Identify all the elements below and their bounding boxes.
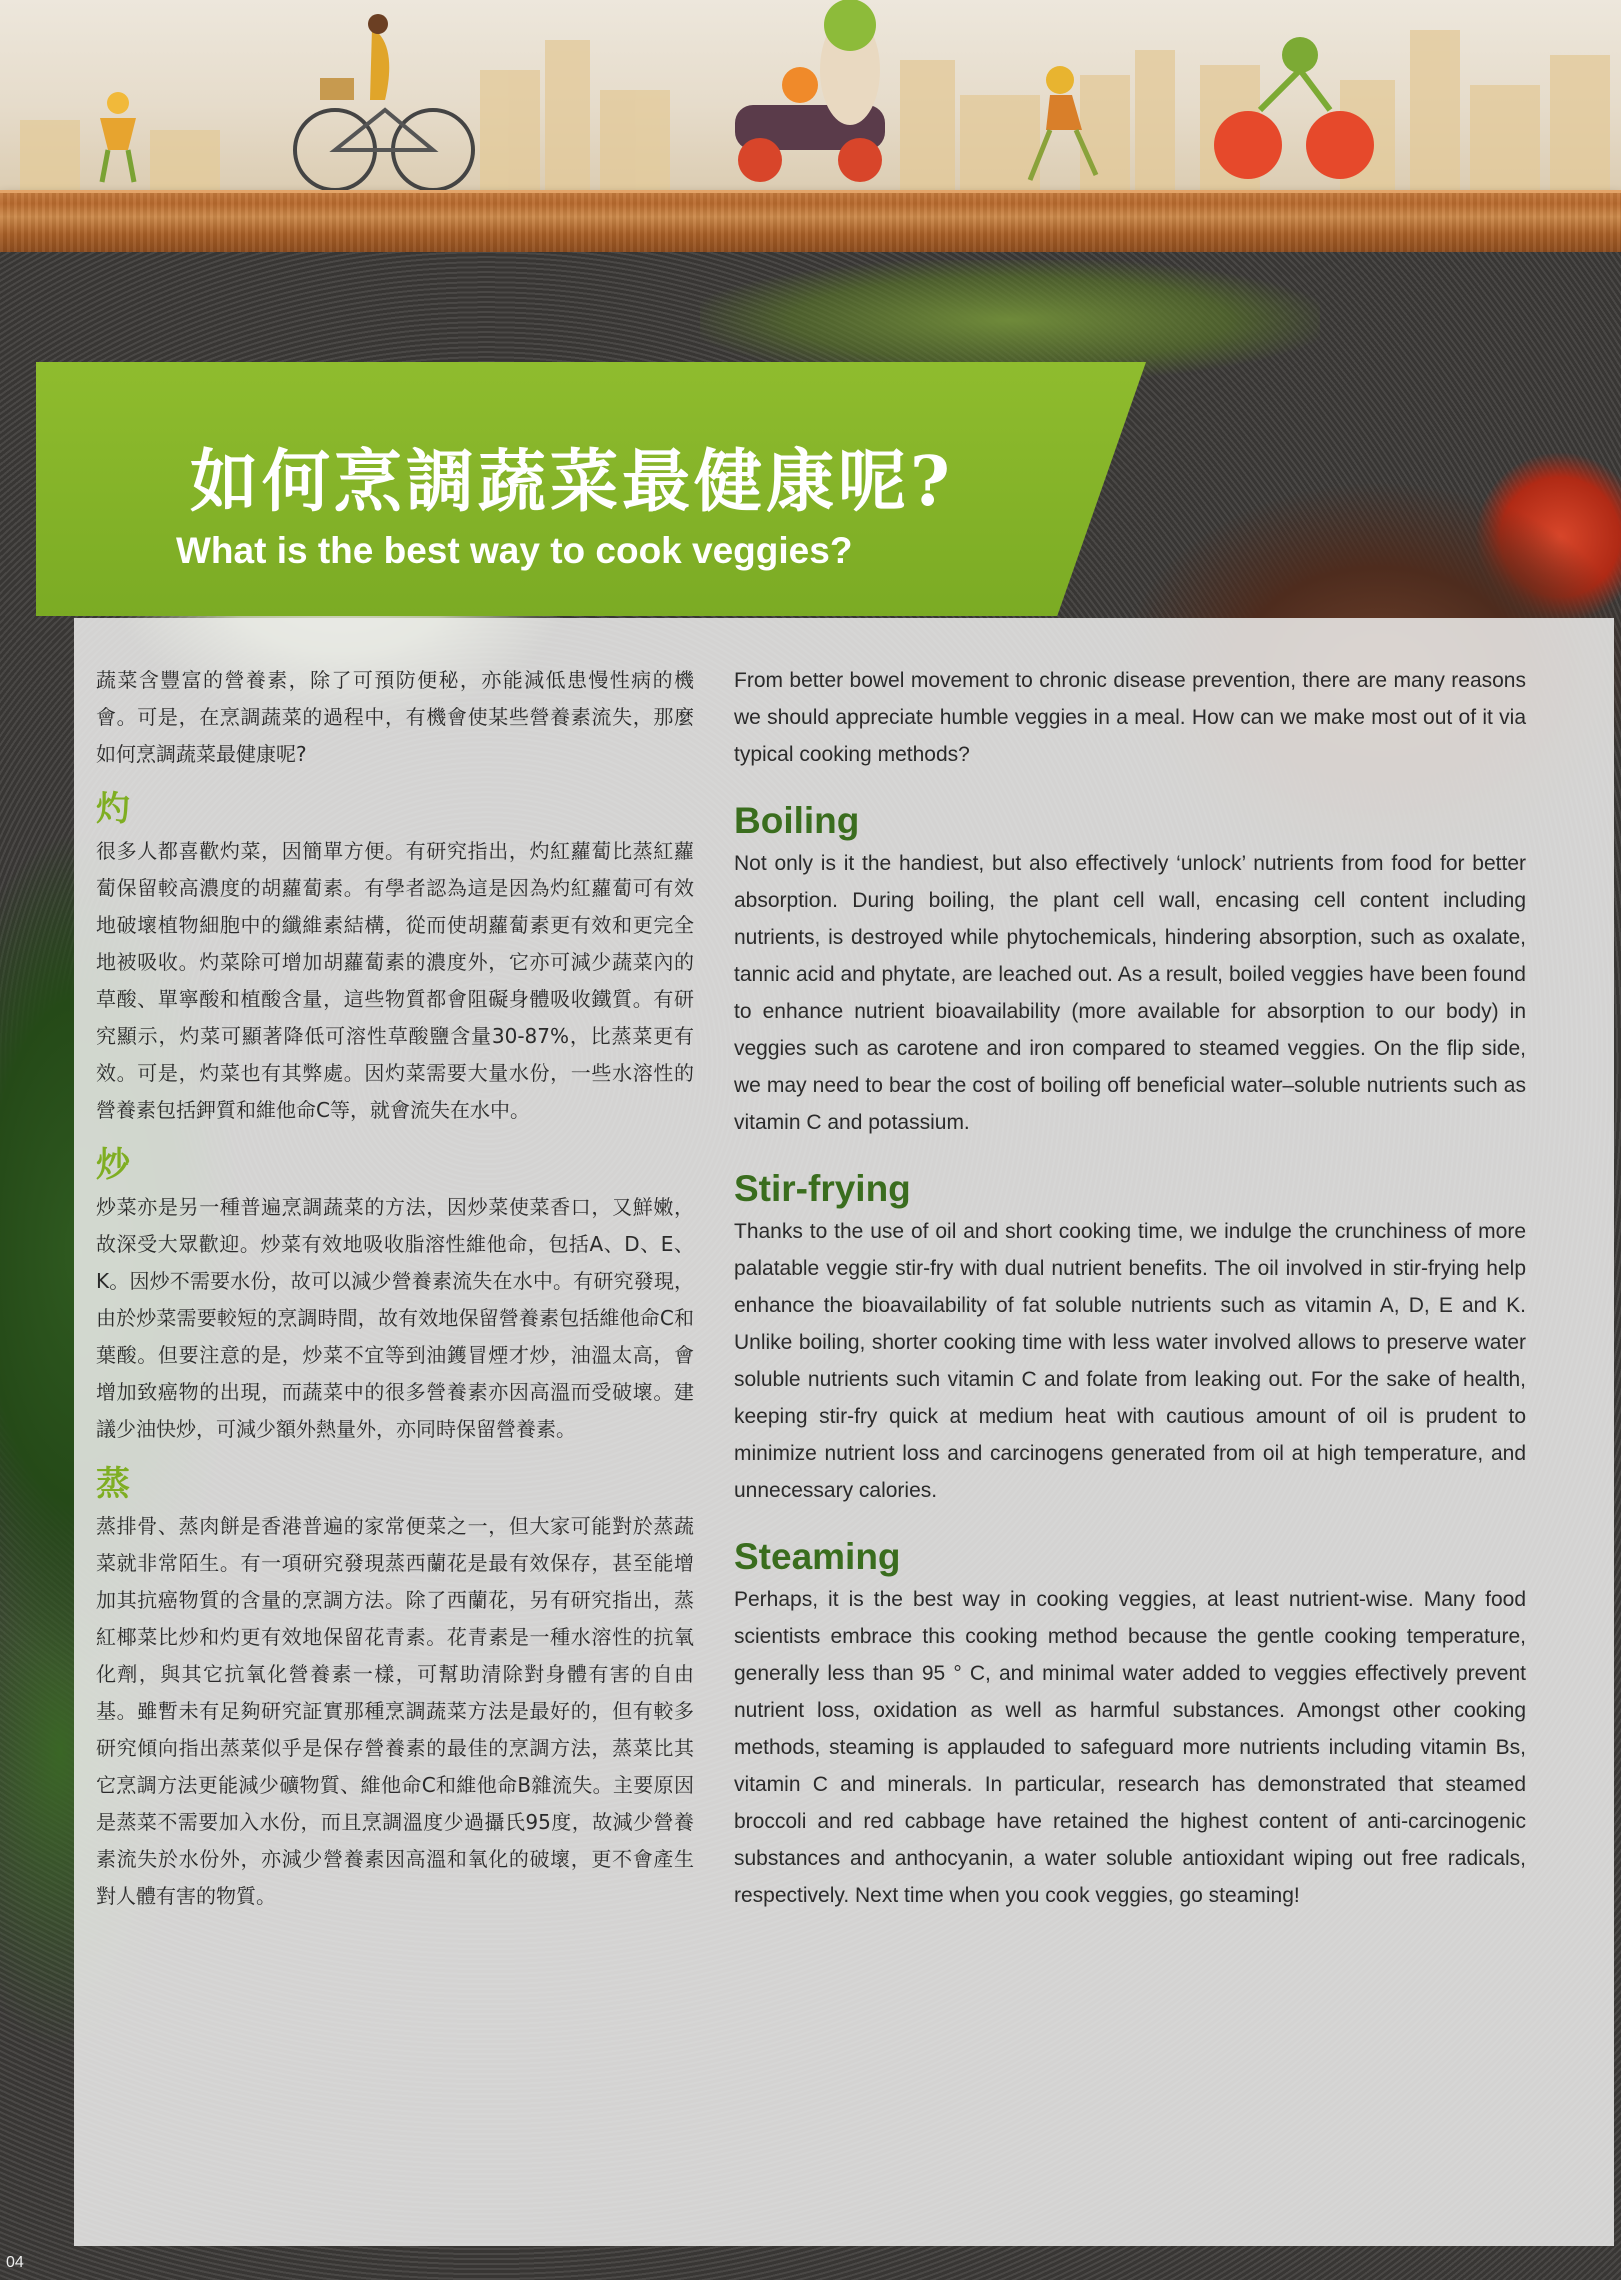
- body-steam-zh: 蒸排骨、蒸肉餅是香港普遍的家常便菜之一，但大家可能對於蒸蔬菜就非常陌生。有一項研究發現蒸西蘭花是最有效保存，甚至能增加其抗癌物質的含量的烹調方法。除了西蘭花，另有研究指出，蒸紅椰菜比炒和灼更有效地保留花青素。花青素是一種水溶性的抗氧化劑，與其它抗氧化營養素一樣，可幫助清除對身體有害的自由基。雖暫未有足夠研究証實那種烹調蔬菜方法是最好的，但有較多研究傾向指出蒸菜似乎是保存營養素的最佳的烹調方法，蒸菜比其它烹調方法更能減少礦物質、維他命C和維他命B雜流失。主要原因是蒸菜不需要加入水份，而且烹調溫度少過攝氏95度，故減少營養素流失於水份外，亦減少營養素因高溫和氧化的破壞，更不會產生對人體有害的物質。: [96, 1514, 694, 1908]
- chinese-column: [96, 662, 694, 1915]
- body-boil-zh: 很多人都喜歡灼菜，因簡單方便。有研究指出，灼紅蘿蔔比蒸紅蘿蔔保留較高濃度的胡蘿蔔素。有學者認為這是因為灼紅蘿蔔可有效地破壞植物細胞中的纖維素結構，從而使胡蘿蔔素更有效和更完全地被吸收。灼菜除可增加胡蘿蔔素的濃度外，它亦可減少蔬菜內的草酸、單寧酸和植酸含量，這些物質都會阻礙身體吸收鐵質。有研究顯示，灼菜可顯著降低可溶性草酸鹽含量30-87%，比蒸菜更有效。可是，灼菜也有其弊處。因灼菜需要大量水份，一些水溶性的營養素包括鉀質和維他命C等，就會流失在水中。: [96, 839, 694, 1122]
- heading-stirfry-zh: 炒: [96, 1145, 130, 1185]
- heading-steam-zh: 蒸: [96, 1464, 130, 1504]
- heading-boil-zh: 灼: [96, 789, 130, 829]
- intro-zh: 蔬菜含豐富的營養素，除了可預防便秘，亦能減低患慢性病的機會。可是，在烹調蔬菜的過程中，有機會使某些營養素流失，那麼如何烹調蔬菜最健康呢?: [96, 668, 694, 766]
- body-stirfry-zh: 炒菜亦是另一種普遍烹調蔬菜的方法，因炒菜使菜香口，又鮮嫩，故深受大眾歡迎。炒菜有效地吸收脂溶性維他命，包括A、D、E、K。因炒不需要水份，故可以減少營養素流失在水中。有研究發現，由於炒菜需要較短的烹調時間，故有效地保留營養素包括維他命C和葉酸。但要注意的是，炒菜不宜等到油鑊冒煙才炒，油溫太高，會增加致癌物的出現，而蔬菜中的很多營養素亦因高溫而受破壞。建議少油快炒，可減少額外熱量外，亦同時保留營養素。: [96, 1195, 694, 1441]
- veggie-car-illustration: [735, 0, 885, 182]
- heading-steaming: Steaming: [734, 1536, 901, 1577]
- body-steaming: Perhaps, it is the best way in cooking veggies, at least nutrient-wise. Many food scientists embrace this cooking method because the gentle cooking temperature, generally less than 95 ° C, and minimal water added to veggies effectively prevent nutrient loss, oxidation as well as harmful substances. Amongst other cooking methods, steaming is applauded to safeguard more nutrients including vitamin Bs, vitamin C and minerals. In particular, research has demonstrated that steamed broccoli and red cabbage have retained the highest content of anti-carcinogenic substances and anthocyanin, a water soluble antioxidant wiping out free radicals, respectively. Next time when you cook veggies, go steaming!: [734, 1588, 1526, 1907]
- intro-en: From better bowel movement to chronic disease prevention, there are many reasons we should appreciate humble veggies in a meal. How can we make most out of it via typical cooking methods?: [734, 669, 1526, 766]
- page-title-zh: 如何烹調蔬菜最健康呢?: [190, 442, 954, 522]
- cyclist-illustration: [295, 14, 473, 190]
- body-stir-frying: Thanks to the use of oil and short cooking time, we indulge the crunchiness of more palatable veggie stir-fry with dual nutrient benefits. The oil involved in stir-frying help enhance the bioavailability of fat soluble nutrients such as vitamin A, D, E and K. Unlike boiling, shorter cooking time with less water involved allows to preserve water soluble nutrients such vitamin C and folate from leaking out. For the sake of health, keeping stir-fry quick at medium heat with cautious amount of oil is prudent to minimize nutrient loss and carcinogens generated from oil at high temperature, and unnecessary calories.: [734, 1220, 1526, 1502]
- header-banner: [0, 0, 1621, 190]
- wooden-shelf: [0, 190, 1621, 252]
- heading-stir-frying: Stir-frying: [734, 1168, 911, 1209]
- illustration-banner: [0, 0, 1621, 190]
- page-title-en: What is the best way to cook veggies?: [176, 530, 853, 571]
- page-number: 04: [6, 2254, 24, 2271]
- english-column: [734, 662, 1526, 1914]
- heading-boiling: Boiling: [734, 800, 860, 841]
- veggie-figure-1: [100, 92, 136, 182]
- body-boiling: Not only is it the handiest, but also effectively ‘unlock’ nutrients from food for better absorption. During boiling, the plant cell wall, encasing cell content including nutrients, is destroyed while phytochemicals, hindering absorption, such as oxalate, tannic acid and phytate, are leached out. As a result, boiled veggies have been found to enhance nutrient bioavailability (more available for absorption to our body) in veggies such as carotene and iron compared to steamed veggies. On the flip side, we may need to bear the cost of boiling off beneficial water–soluble nutrients such as vitamin C and potassium.: [734, 852, 1526, 1134]
